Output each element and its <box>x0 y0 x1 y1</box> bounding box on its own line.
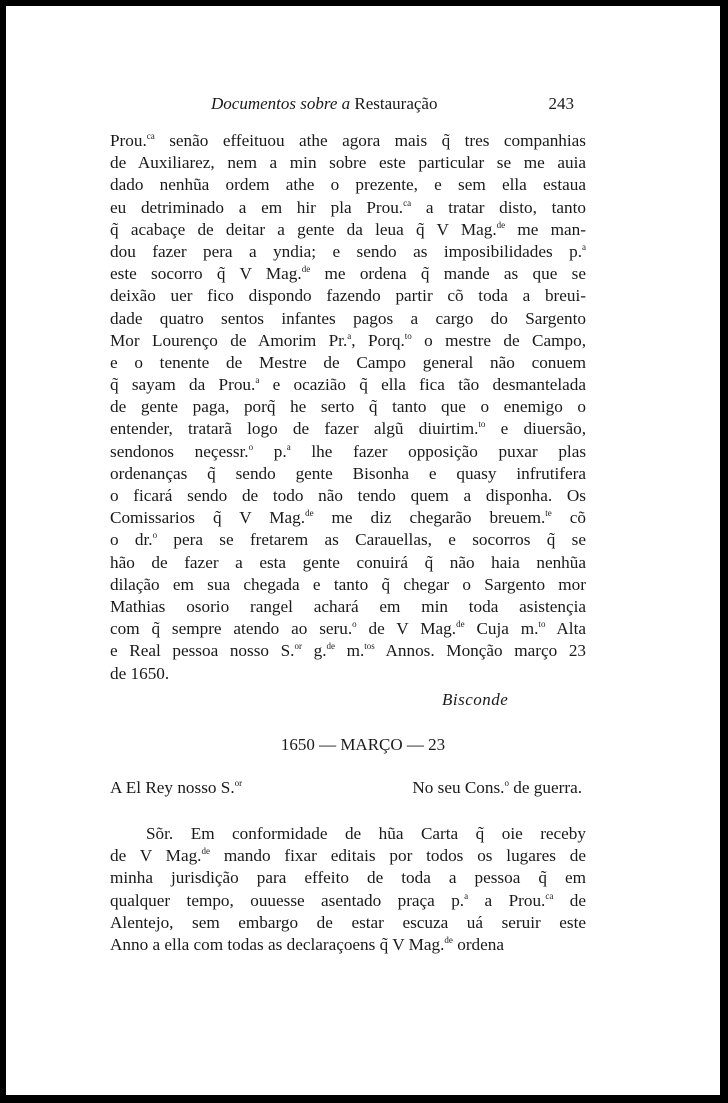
text-line: dado nenhũa ordem athe o prezente, e sem ella estaua <box>110 175 586 195</box>
signature: Bisconde <box>442 690 509 709</box>
superscript-abbrev: de <box>496 219 506 230</box>
text-line: Anno a ella com todas as declaraçoens q̃ V Mag.$^{de}$ ordena <box>110 934 504 954</box>
text-line: Sõr. Em conformidade de hũa Carta q̃ oie receby <box>146 824 586 843</box>
superscript-abbrev: o <box>352 619 357 630</box>
superscript-abbrev: o <box>152 530 158 541</box>
superscript-abbrev: de <box>301 264 311 275</box>
text-line: com q̃ sempre atendo ao seru.$^o$ de V Mag.$^{de}$ Cuja m.$^{to}$ Alta <box>110 619 586 639</box>
text-line: hão de fazer a esta gente conuirá q̃ não haia nenhũa <box>110 552 586 572</box>
text-line: dilação em sua chegada e tanto q̃ chegar o Sargento mor <box>110 574 586 594</box>
superscript-abbrev: or <box>234 778 243 788</box>
superscript-abbrev: to <box>404 330 412 341</box>
running-title: Documentos sobre a Restauração <box>211 94 438 113</box>
text-line: de Auxiliarez, nem a min sobre este particular se me auia <box>110 153 586 173</box>
running-head <box>111 94 574 116</box>
superscript-abbrev: a <box>347 330 352 341</box>
text-line: de gente paga, porq̃ he serto q̃ tanto que o enemigo o <box>110 397 586 417</box>
superscript-abbrev: de <box>444 934 453 945</box>
superscript-abbrev: ca <box>146 131 155 141</box>
letter-body-2 <box>110 823 586 956</box>
superscript-abbrev: a <box>286 441 291 452</box>
addressee: A El Rey nosso S.$^{or}$ <box>110 778 243 797</box>
text-line: de 1650. <box>110 663 170 683</box>
text-line: sendonos neçessr.$^o$ p.$^a$ lhe fazer opposição puxar plas <box>110 441 587 461</box>
superscript-abbrev: de <box>456 619 465 630</box>
text-line: minha jurisdição para effeito de toda a pessoa q̃ em <box>110 868 586 888</box>
text-line: entender, tratarã logo de fazer algũ diuirtim.$^{to}$ e diuersão, <box>110 419 586 439</box>
page-number: 243 <box>548 94 574 113</box>
superscript-abbrev: de <box>326 641 335 652</box>
superscript-abbrev: tos <box>364 641 375 652</box>
text-line: ordenanças q̃ sendo gente Bisonha e quasy infrutifera <box>110 463 586 483</box>
text-line: deixão uer fico dispondo fazendo partir cõ toda a breui- <box>110 286 586 306</box>
superscript-abbrev: de <box>201 846 210 857</box>
superscript-abbrev: a <box>255 375 260 386</box>
superscript-abbrev: or <box>294 641 302 652</box>
text-line: o dr.$^o$ pera se fretarem as Carauellas, e socorros q̃ se <box>110 530 586 550</box>
document-date-heading: 1650 — MARÇO — 23 <box>280 735 446 754</box>
book-page <box>4 4 722 1097</box>
text-line: Alentejo, sem embargo de estar escuza uá seruir este <box>110 912 586 932</box>
superscript-abbrev: a <box>582 241 586 252</box>
superscript-abbrev: ca <box>403 197 412 208</box>
council-note: No seu Cons.$^o$ de guerra. <box>412 778 582 797</box>
text-line: q̃ acabaçe de deitar a gente da leua q̃ V Mag.$^{de}$ me man- <box>110 219 586 239</box>
text-line: Mathias osorio rangel achará em min toda asistençia <box>110 596 586 616</box>
text-line: dou fazer pera a yndia; e sendo as imposibilidades p.$^a$ <box>110 241 586 261</box>
superscript-abbrev: o <box>248 441 254 452</box>
superscript-abbrev: to <box>478 419 486 430</box>
superscript-abbrev: to <box>538 619 546 630</box>
text-line: de V Mag.$^{de}$ mando fixar editais por todos os lugares de <box>110 846 586 866</box>
superscript-abbrev: de <box>305 508 314 519</box>
text-line: q̃ sayam da Prou.$^a$ e ocazião q̃ ella fica tão desmantelada <box>110 375 586 395</box>
superscript-abbrev: o <box>504 778 509 788</box>
text-line: dade quatro sentos infantes pagos a cargo do Sargento <box>110 308 586 328</box>
text-line: Prou.$^{ca}$ senão effeituou athe agora mais q̃ tres companhias <box>110 131 586 150</box>
text-line: o ficará sendo de todo não tendo quem a disponha. Os <box>110 486 586 505</box>
letter-body <box>110 130 586 685</box>
text-line: e o tenente de Mestre de Campo general não conuem <box>110 352 586 372</box>
text-line: eu detriminado a em hir pla Prou.$^{ca}$ a tratar disto, tanto <box>110 197 586 217</box>
superscript-abbrev: te <box>545 508 552 519</box>
superscript-abbrev: ca <box>545 890 554 901</box>
text-line: e Real pessoa nosso S.$^{or}$ g.$^{de}$ m.$^{tos}$ Annos. Monção março 23 <box>110 641 587 661</box>
text-line: Comissarios q̃ V Mag.$^{de}$ me diz chegarão breuem.$^{te}$ cõ <box>110 508 586 528</box>
text-line: este socorro q̃ V Mag.$^{de}$ me ordena q̃ mande as que se <box>110 264 586 284</box>
text-line: qualquer tempo, ouuesse asentado praça p.$^a$ a Prou.$^{ca}$ de <box>110 890 586 910</box>
text-line: Mor Lourenço de Amorim Pr.$^a$, Porq.$^{to}$ o mestre de Campo, <box>110 330 586 350</box>
superscript-abbrev: a <box>464 890 469 901</box>
